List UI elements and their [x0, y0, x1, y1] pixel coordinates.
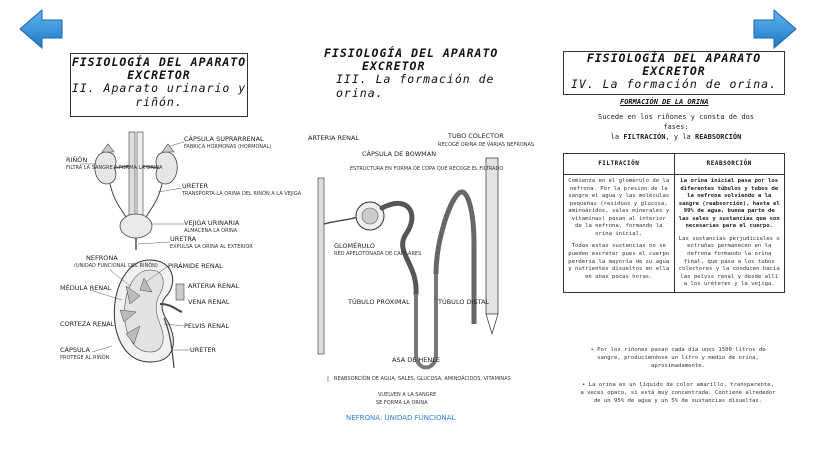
table-head-filtracion: FILTRACIÓN — [564, 154, 675, 175]
panel2-title-line1: FISIOLOGÍA DEL APARATO — [324, 46, 499, 60]
table-head-reabsorcion: REABSORCIÓN — [674, 154, 785, 175]
label-nefrona: NEFRONA — [86, 254, 118, 262]
svg-text:RED APELOTONADA DE CAPILARES: RED APELOTONADA DE CAPILARES — [334, 251, 422, 257]
next-slide-button[interactable] — [752, 8, 798, 50]
label-glomerulo: GLOMÉRULO — [334, 242, 376, 250]
arrow-left-icon — [18, 8, 64, 50]
phases-table — [563, 153, 785, 293]
prev-slide-button[interactable] — [18, 8, 64, 50]
label-capsula: CÁPSULA — [60, 346, 91, 354]
panel1-title-line2: EXCRETOR — [127, 68, 191, 83]
label-vuelven: VUELVEN A LA SANGRE — [378, 392, 437, 398]
panel1-title-box — [70, 53, 248, 117]
label-pelvis: PELVIS RENAL — [184, 322, 230, 330]
panel3-title-line1: FISIOLOGÍA DEL APARATO — [586, 51, 762, 65]
label-uretra: URETRA — [170, 235, 197, 243]
svg-text:FILTRA LA SANGRE Y FORMA LA OR: FILTRA LA SANGRE Y FORMA LA ORINA — [66, 165, 163, 171]
label-tubulo-distal: TÚBULO DISTAL — [438, 298, 490, 306]
bullet-1: • Por los riñones pasan cada día unos 1500 litros de sangre, produciéndose un litro y medio de orina, aproximadamente. — [590, 347, 766, 369]
label-rinon: RIÑÓN — [66, 156, 88, 164]
section-heading: FORMACIÓN DE LA ORINA — [620, 98, 709, 106]
svg-text:ESTRUCTURA EN FORMA DE COPA QU: ESTRUCTURA EN FORMA DE COPA QUE RECOGE EL FILTRADO — [350, 166, 504, 172]
panel2-title-line2: EXCRETOR — [362, 59, 426, 74]
panel3-title-line2: EXCRETOR — [642, 64, 706, 79]
panel1-title-line1: FISIOLOGÍA DEL APARATO — [71, 55, 247, 69]
label-capsula-bowman: CÁPSULA DE BOWMAN — [362, 150, 437, 158]
svg-text:FABRICA HORMONAS (HORMONAL): FABRICA HORMONAS (HORMONAL) — [184, 144, 272, 150]
label-se-forma: SE FORMA LA ORINA — [376, 400, 428, 406]
urinary-system-diagram — [66, 122, 302, 252]
svg-text:PROTEGE AL RIÑÓN: PROTEGE AL RIÑÓN — [60, 355, 110, 361]
panel2-title-box — [300, 47, 542, 101]
label-tubo-colector: TUBO COLECTOR — [448, 132, 504, 140]
bullet-2: • La orina es un líquido de color amarillo, transparente, a veces opaco, si está muy concentrada. Contiene alrededor de un 95% de agua y un 5% de sustancias disueltas. — [580, 382, 776, 404]
label-vena: VENA RENAL — [188, 298, 230, 306]
svg-text:ALMACENA LA ORINA: ALMACENA LA ORINA — [184, 228, 238, 234]
label-reabsorcion: REABSORCIÓN DE AGUA, SALES, GLUCOSA, AMINOÁCIDOS, VITAMINAS — [334, 376, 511, 382]
arrow-right-icon — [752, 8, 798, 50]
svg-text:RECOGE ORINA DE VARIAS NEFRONA: RECOGE ORINA DE VARIAS NEFRONAS — [438, 142, 535, 148]
svg-text:(UNIDAD FUNCIONAL DEL RIÑÓN): (UNIDAD FUNCIONAL DEL RIÑÓN) — [74, 263, 158, 269]
panel2-subtitle: III. La formación de orina. — [336, 72, 495, 100]
panel1-subtitle: II. Aparato urinario y riñón. — [71, 81, 247, 109]
label-ureter-2: URÉTER — [190, 346, 216, 354]
label-asa-henle: ASA DE HENLE — [392, 356, 440, 364]
label-medula: MÉDULA RENAL — [60, 284, 112, 292]
nephron-diagram — [298, 124, 535, 424]
label-ureter: URÉTER — [182, 182, 208, 190]
label-vejiga: VEJIGA URINARIA — [184, 219, 240, 227]
svg-text:TRANSPORTA LA ORINA DEL RIÑÓN: TRANSPORTA LA ORINA DEL RIÑÓN A LA VEJIGA — [182, 191, 302, 197]
panel3-title-box — [563, 51, 785, 95]
label-capsula-suprarrenal: CÁPSULA SUPRARRENAL — [184, 135, 264, 143]
label-arteria: ARTERIA RENAL — [188, 282, 240, 290]
label-piramide: PIRÁMIDE RENAL — [168, 262, 223, 270]
kidney-section-diagram — [60, 252, 270, 372]
table-cell-filtracion: Comienza en el glomérulo de la nefrona. Por la presión de la sangre el agua y las moléculas pequeñas (residuos y glucosa, aminoácidos, sales minerales y vitaminas) pasan al interior de la nefrona, formando la orina inicial. Todas estas sustancias no se pueden excretar pues el cuerpo perdería la mayoría de su agua y nutrientes disueltos en ella en unas pocas horas. — [564, 175, 675, 293]
intro-text: Sucede en los riñones y consta de dos fases: la FILTRACIÓN, y la REABSORCIÓN — [598, 113, 754, 142]
label-tubulo-proximal: TÚBULO PROXIMAL — [348, 298, 410, 306]
label-corteza: CORTEZA RENAL — [60, 320, 115, 328]
bladder-shape — [120, 214, 152, 238]
svg-text:EXPULSA LA ORINA AL EXTERIOR: EXPULSA LA ORINA AL EXTERIOR — [170, 244, 253, 250]
label-arteria-renal: ARTERIA RENAL — [308, 134, 360, 142]
nephron-caption: NEFRONA: UNIDAD FUNCIONAL — [346, 414, 456, 422]
table-cell-reabsorcion: La orina inicial pasa por los diferentes túbulos y tubos de la nefrona volviendo a la sangre (reabsorción), hasta el 99% de agua, buena parte de las sales y sustancias que son necesarias para el cuerpo. Las sustancias perjudiciales o extrañas permanecen en la nefrona formando la orina final, que pasa a los tubos colectores y la conducen hacia las pelvis renal y desde allí a los uréteres y la vejiga. — [674, 175, 785, 293]
panel3-subtitle: IV. La formación de orina. — [570, 77, 777, 92]
